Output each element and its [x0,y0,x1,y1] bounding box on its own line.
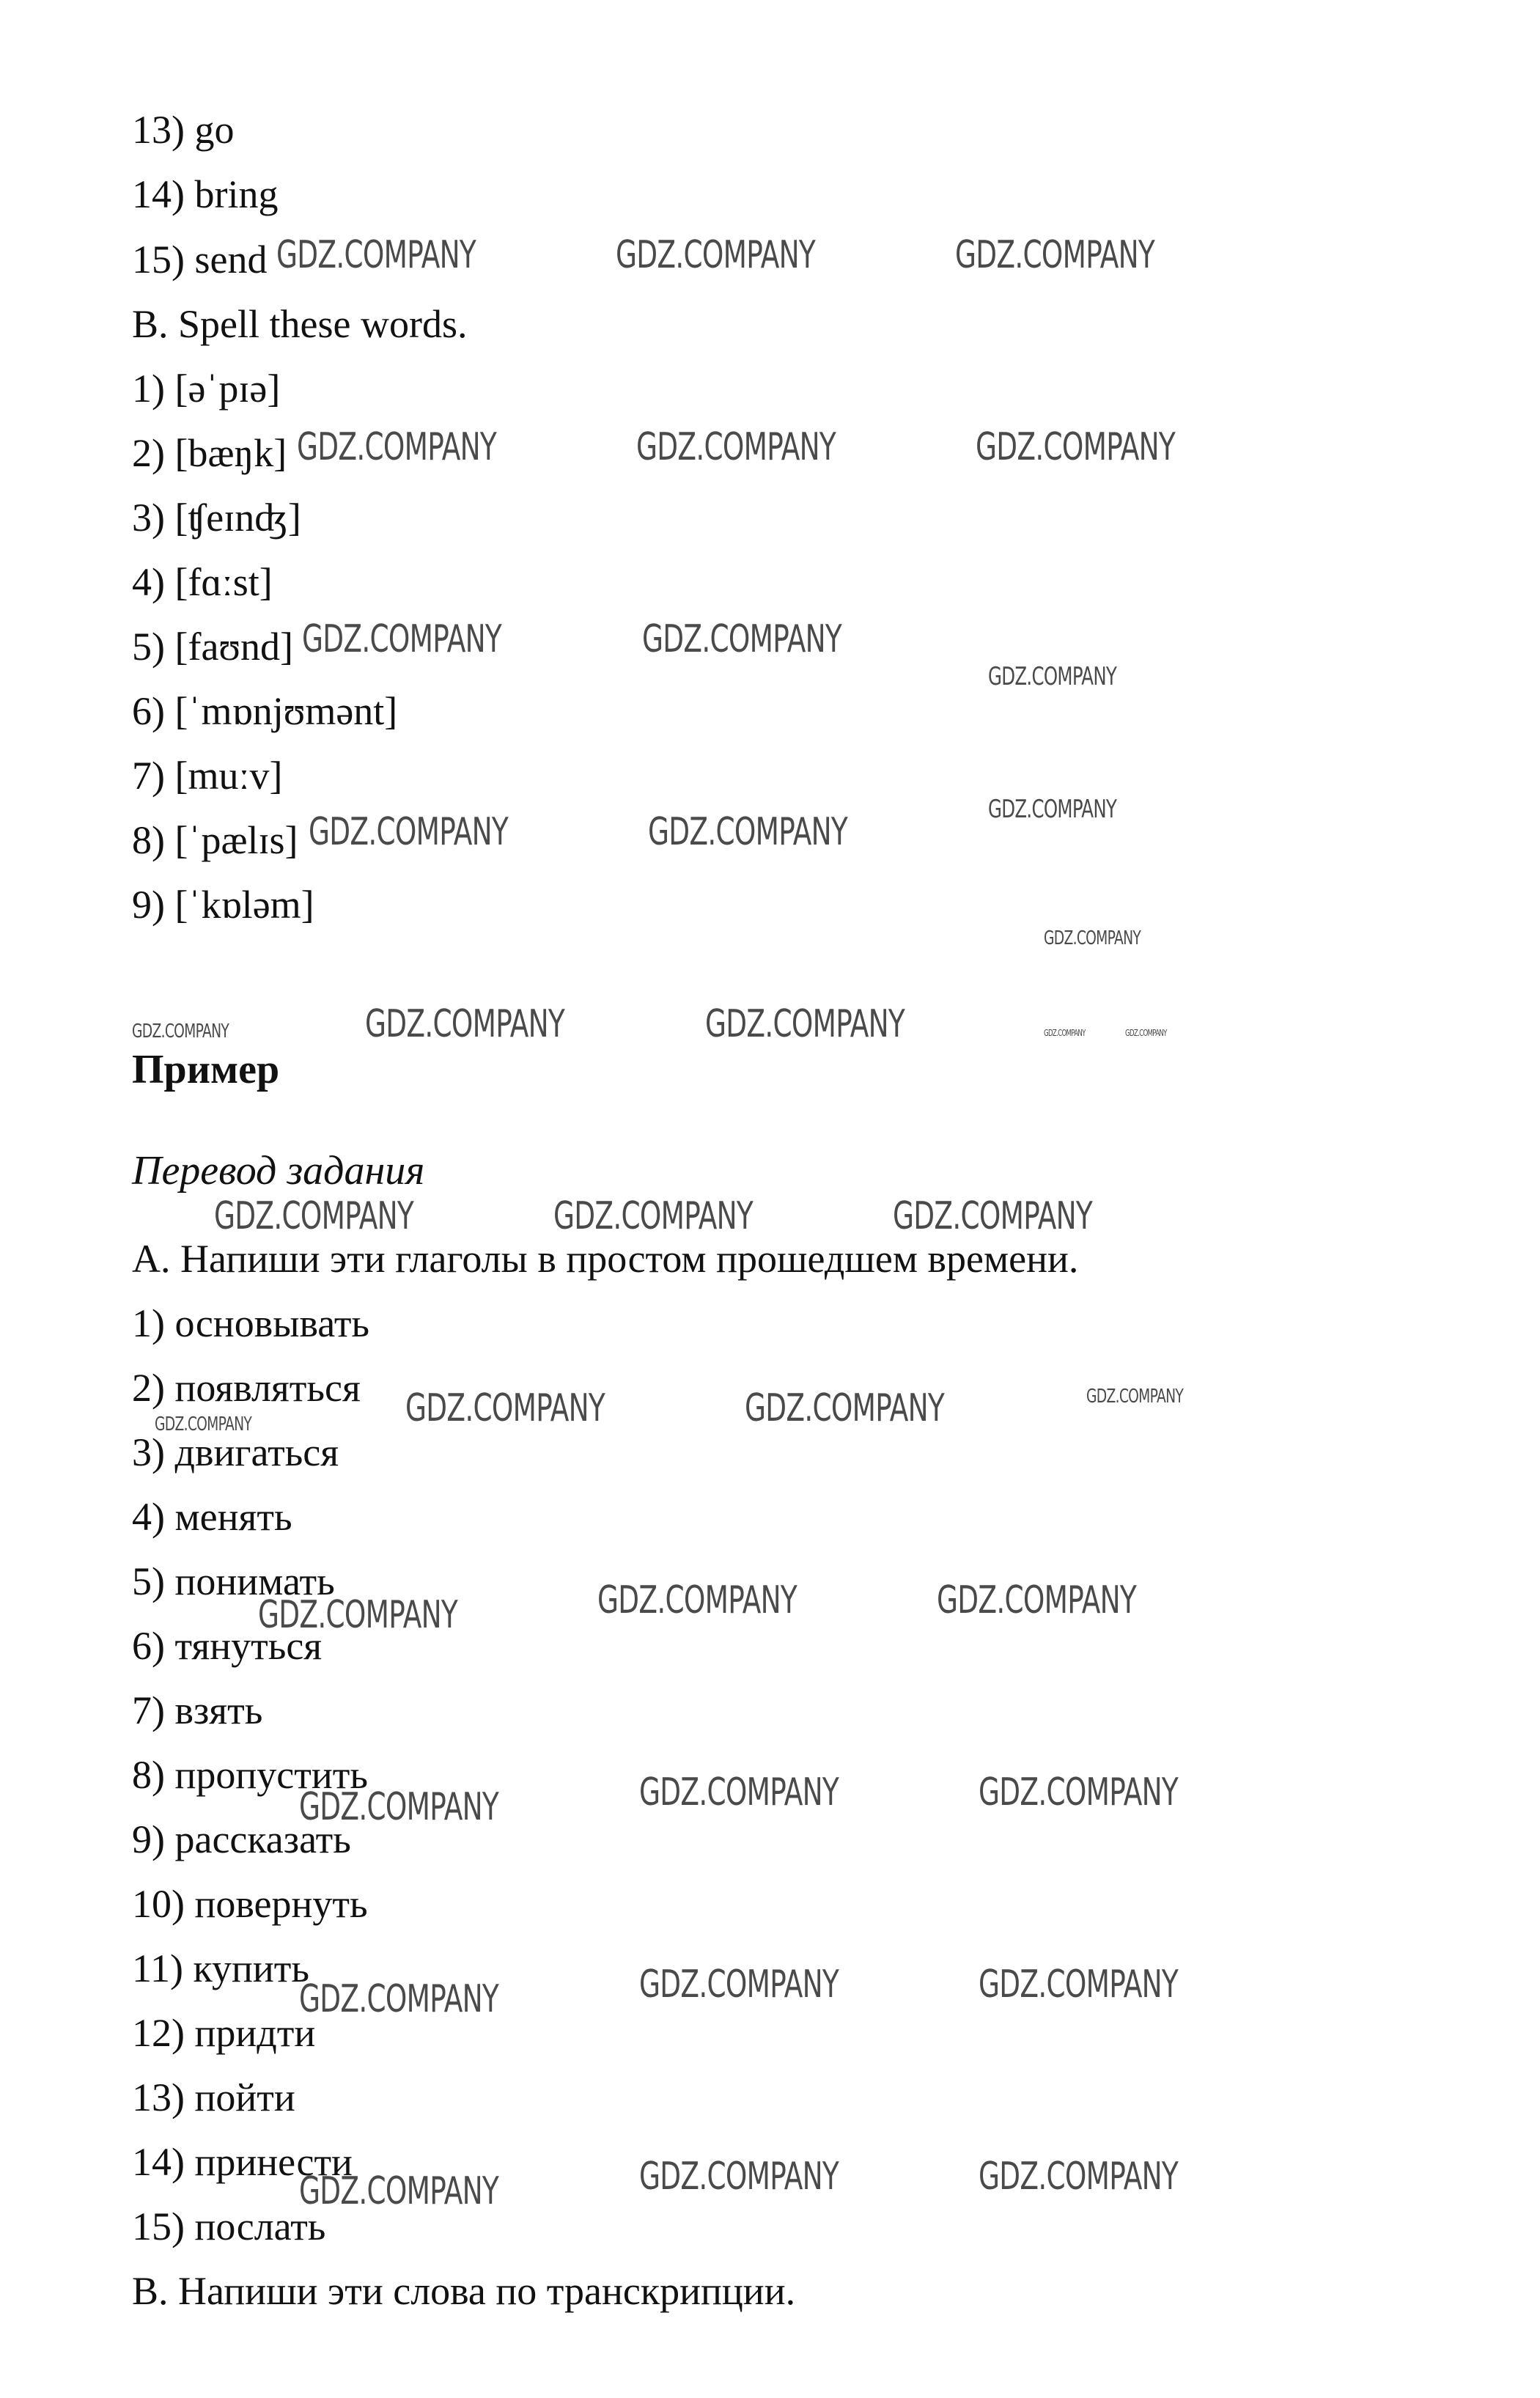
transcription-item: 6) [ˈmɒnjʊmənt] [132,689,398,733]
watermark: GDZ.COMPANY [937,1578,1137,1622]
watermark: GDZ.COMPANY [299,1785,499,1829]
watermark: GDZ.COMPANY [639,2155,839,2199]
watermark: GDZ.COMPANY [979,1770,1179,1814]
russian-verb-item: 12) придти [132,2011,316,2055]
section-b-title: B. Spell these words. [132,302,468,346]
watermark: GDZ.COMPANY [1086,1386,1184,1408]
watermark: GDZ.COMPANY [299,1977,499,2021]
watermark: GDZ.COMPANY [705,1002,905,1046]
russian-verb-item: 4) менять [132,1495,292,1539]
watermark: GDZ.COMPANY [214,1194,414,1238]
transcription-item: 4) [fɑːst] [132,560,273,604]
watermark: GDZ.COMPANY [893,1194,1093,1238]
russian-verb-item: 3) двигаться [132,1430,339,1474]
watermark: GDZ.COMPANY [155,1413,252,1435]
watermark: GDZ.COMPANY [636,425,836,469]
russian-verb-item: 10) повернуть [132,1882,368,1926]
watermark: GDZ.COMPANY [302,617,502,661]
watermark: GDZ.COMPANY [597,1578,797,1622]
translation-heading: Перевод задания [132,1148,425,1194]
transcription-item: 7) [muːv] [132,754,283,798]
watermark: GDZ.COMPANY [276,233,476,277]
watermark: GDZ.COMPANY [745,1386,945,1430]
watermark: GDZ.COMPANY [1044,1028,1086,1038]
watermark: GDZ.COMPANY [297,425,497,469]
russian-verb-item: 6) тянуться [132,1624,323,1668]
russian-verb-item: 14) принести [132,2140,353,2184]
russian-verb-item: 9) рассказать [132,1817,351,1861]
verb-item: 15) send [132,238,268,282]
watermark: GDZ.COMPANY [639,1963,839,2007]
watermark: GDZ.COMPANY [1125,1028,1167,1038]
watermark: GDZ.COMPANY [309,810,509,854]
transcription-item: 9) [ˈkɒləm] [132,883,314,927]
transcription-item: 3) [ʧeɪnʤ] [132,496,301,540]
task-a-title: А. Напиши эти глаголы в простом прошедшем времени. [132,1237,1079,1281]
transcription-item: 8) [ˈpælɪs] [132,818,298,862]
watermark: GDZ.COMPANY [955,233,1155,277]
watermark: GDZ.COMPANY [365,1002,565,1046]
watermark: GDZ.COMPANY [132,1020,229,1042]
watermark: GDZ.COMPANY [553,1194,754,1238]
transcription-item: 5) [faʊnd] [132,625,294,669]
watermark: GDZ.COMPANY [976,425,1176,469]
watermark: GDZ.COMPANY [979,2155,1179,2199]
verb-item: 13) go [132,108,235,152]
russian-verb-item: 2) появляться [132,1366,361,1410]
watermark: GDZ.COMPANY [979,1963,1179,2007]
russian-verb-item: 7) взять [132,1688,263,1732]
russian-verb-item: 11) купить [132,1946,309,1990]
russian-verb-item: 15) послать [132,2204,326,2248]
russian-verb-item: 8) пропустить [132,1753,368,1797]
watermark: GDZ.COMPANY [988,795,1117,824]
watermark: GDZ.COMPANY [642,617,842,661]
watermark: GDZ.COMPANY [639,1770,839,1814]
russian-verb-item: 13) пойти [132,2075,295,2119]
russian-verb-item: 5) понимать [132,1559,335,1603]
transcription-item: 2) [bæŋk] [132,431,287,475]
task-b-title: В. Напиши эти слова по транскрипции. [132,2269,796,2313]
watermark: GDZ.COMPANY [988,662,1117,691]
transcription-item: 1) [əˈpɪə] [132,367,281,411]
russian-verb-item: 1) основывать [132,1301,370,1345]
example-heading: Пример [132,1047,280,1092]
watermark: GDZ.COMPANY [405,1386,605,1430]
watermark: GDZ.COMPANY [299,2169,499,2213]
watermark: GDZ.COMPANY [258,1593,458,1637]
watermark: GDZ.COMPANY [648,810,848,854]
watermark: GDZ.COMPANY [616,233,816,277]
verb-item: 14) bring [132,172,279,216]
watermark: GDZ.COMPANY [1044,927,1141,949]
